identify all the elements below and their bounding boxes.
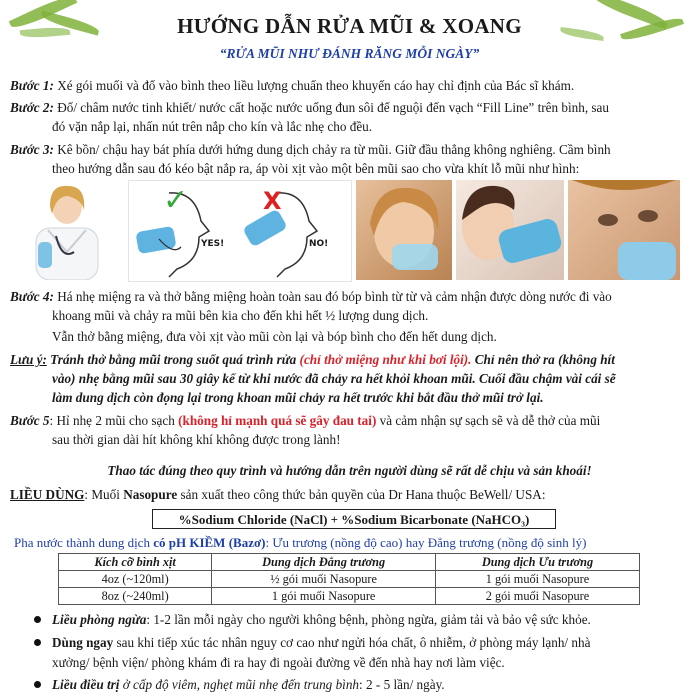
woman-rinse-photo <box>456 180 564 280</box>
step-5: Bước 5: Hỉ nhẹ 2 mũi cho sạch (không hỉ mạnh quá sẽ gây đau tai) và cảm nhận sự sạch sẽ và dễ thở của mũi <box>10 413 601 428</box>
dosage-intro: LIỀU DÙNG: Muối Nasopure sản xuất theo công thức bản quyền của Dr Hana thuộc BeWell/ USA: <box>10 487 546 502</box>
table-cell: 1 gói muối Nasopure <box>436 571 640 588</box>
table-header: Dung dịch Đẳng trương <box>212 554 436 571</box>
bullet-icon <box>34 616 41 623</box>
bullet-icon <box>34 639 41 646</box>
bullet-icon <box>34 681 41 688</box>
table-row <box>59 571 640 588</box>
table-header: Kích cỡ bình xịt <box>59 554 212 571</box>
note-cont: vào) nhẹ bằng mũi sau 30 giây kể từ khi nước đã chảy ra hết khỏi khoan mũi. Cuối đầu chậm vài cái sẽ <box>52 371 616 386</box>
table-header: Dung dịch Ưu trương <box>436 554 640 571</box>
bullet-immediate: Dùng ngay sau khi tiếp xúc tác nhân nguy cơ cao như ngửi hóa chất, ô nhiễm, ở phòng máy lạnh/ nhà <box>52 635 591 650</box>
step-3: Bước 3: Kê bồn/ chậu hay bát phía dưới hứng dung dịch chảy ra từ mũi. Giữ đầu thẳng không nghiêng. Cầm bình <box>10 142 611 157</box>
boy-rinse-photo <box>568 180 680 280</box>
table-cell: 1 gói muối Nasopure <box>212 588 436 605</box>
table-cell: 2 gói muối Nasopure <box>436 588 640 605</box>
table-row <box>59 588 640 605</box>
note: Lưu ý: Tránh thở bằng mũi trong suốt quá trình rửa (chỉ thở miệng như khi bơi lội). Chỉ nên thở ra (không hít <box>10 352 615 367</box>
closing-note: Thao tác đúng theo quy trình và hướng dẫn trên người dùng sẽ rất dễ chịu và sản khoái! <box>107 463 592 478</box>
yes-no-diagram <box>128 180 352 282</box>
page-subtitle: “RỬA MŨI NHƯ ĐÁNH RĂNG MỖI NGÀY” <box>219 46 480 61</box>
table-cell: ½ gói muối Nasopure <box>212 571 436 588</box>
doctor-photo <box>28 180 106 280</box>
table-cell: 4oz (~120ml) <box>59 571 212 588</box>
step-3-cont: theo hướng dẫn sau đó kéo bật nắp ra, áp vòi xịt vào một bên mũi sao cho vừa khít lỗ mũi như hình: <box>52 161 580 176</box>
dosage-table <box>58 553 640 605</box>
bullet-treatment: Liều điều trị ở cấp độ viêm, nghẹt mũi nhẹ đến trung bình: 2 - 5 lần/ ngày. <box>52 677 445 692</box>
page-title: HƯỚNG DẪN RỬA MŨI & XOANG <box>177 14 522 38</box>
note-cont-2: làm dung dịch còn đọng lại trong khoan mũi chảy ra hết trước khi bắt đầu thở mũi trở lại. <box>52 390 544 405</box>
check-icon: ✓ <box>163 183 189 218</box>
step-4: Bước 4: Há nhẹ miệng ra và thở bằng miệng hoàn toàn sau đó bóp bình từ từ và cảm nhận được dòng nước đi vào <box>10 289 612 304</box>
step-4-cont: khoang mũi và chảy ra mũi bên kia cho đến khi hết ½ lượng dung dịch. <box>52 308 429 323</box>
table-header-row <box>59 554 640 571</box>
step-5-cont: sau thời gian dài hít không khí không được trong lành! <box>52 432 341 447</box>
step-2-cont: đó vặn nắp lại, nhấn nút trên nắp cho kín và lắc nhẹ cho đều. <box>52 119 373 134</box>
cross-icon: X <box>263 187 282 215</box>
step-2: Bước 2: Đổ/ châm nước tinh khiết/ nước cất hoặc nước uống đun sôi để nguội đến vạch “Fill Line” trên bình, sau <box>10 100 610 115</box>
step-4-cont-2: Vẫn thở bằng miệng, đưa vòi xịt vào mũi còn lại và bóp bình cho đến hết dung dịch. <box>52 329 497 344</box>
solution-info: Pha nước thành dung dịch có pH KIỀM (Bazơ): Ưu trương (nồng độ cao) hay Đẳng trương (nồng độ sinh lý) <box>14 535 587 550</box>
formula-box: %Sodium Chloride (NaCl) + %Sodium Bicarbonate (NaHCO₃) <box>152 509 556 529</box>
table-cell: 8oz (~240ml) <box>59 588 212 605</box>
instruction-photos <box>28 180 680 280</box>
no-label: NO! <box>309 239 329 249</box>
yes-label: YES! <box>201 239 225 249</box>
child-rinse-photo <box>356 180 452 280</box>
bullet-prevention: Liều phòng ngừa: 1-2 lần mỗi ngày cho người không bệnh, phòng ngừa, giảm tải và bảo vệ sức khỏe. <box>52 612 591 627</box>
bullet-immediate-cont: xưởng/ bệnh viện/ phòng khám đi ra hay đi ngoài đường về đến nhà hay nơi làm việc. <box>52 655 505 670</box>
step-1: Bước 1: Xé gói muối và đổ vào bình theo liều lượng chuẩn theo khuyến cáo hay chỉ định của Bác sĩ khám. <box>10 78 575 93</box>
